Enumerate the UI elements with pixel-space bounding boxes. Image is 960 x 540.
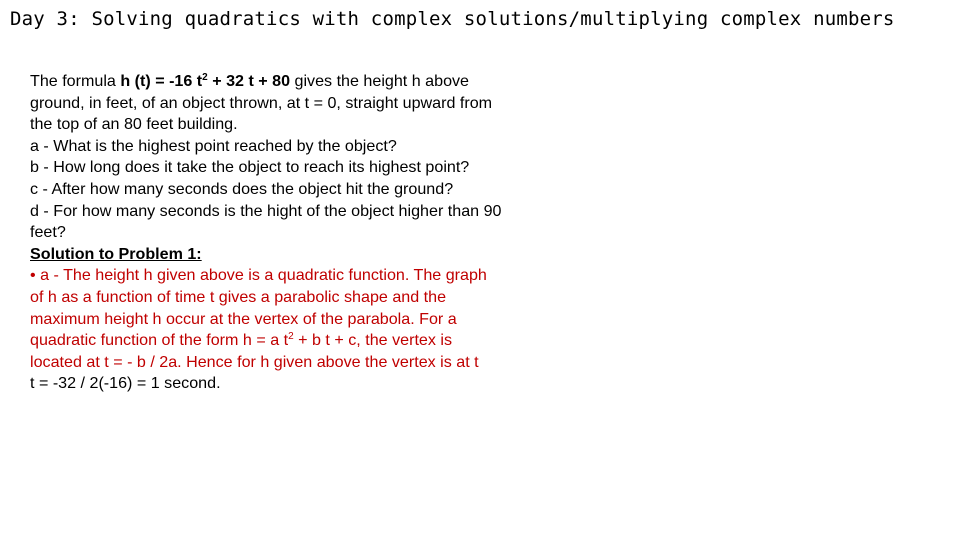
formula-lhs: h (t) = -16 t (120, 72, 203, 90)
problem-text (30, 71, 502, 395)
solution-text-part2: + b t + c, the vertex is located at t = - b / 2a. Hence for h given above the vertex is at t (30, 331, 479, 371)
solution-bullet-a (30, 265, 502, 373)
question-c: c - After how many seconds does the object hit the ground? (30, 179, 454, 198)
formula (120, 72, 290, 90)
question-a: a - What is the highest point reached by the object? (30, 136, 397, 155)
solution-result: t = -32 / 2(-16) = 1 second. (30, 374, 221, 393)
question-d: d - For how many seconds is the hight of the object higher than 90 feet? (30, 201, 502, 242)
formula-exponent: 2 (202, 72, 208, 83)
solution-text-part1: • a - The height h given above is a quadratic function. The graph of h as a function of time t gives a parabolic shape and the maximum height h occur at the vertex of the parabola. For a quadratic function of the form h = a t (30, 266, 487, 350)
solution-heading: Solution to Problem 1: (30, 244, 202, 263)
intro-suffix: gives the height h above ground, in feet, of an object thrown, at t = 0, straight upward from the top of an 80 feet building. (30, 72, 493, 134)
solution-exponent: 2 (288, 331, 294, 343)
problem-statement (30, 71, 502, 136)
formula-rhs: + 32 t + 80 (207, 72, 291, 90)
question-b: b - How long does it take the object to reach its highest point? (30, 158, 470, 177)
slide-title: Day 3: Solving quadratics with complex solutions/multiplying complex numbers (10, 8, 895, 30)
intro-prefix: The formula (30, 72, 121, 90)
